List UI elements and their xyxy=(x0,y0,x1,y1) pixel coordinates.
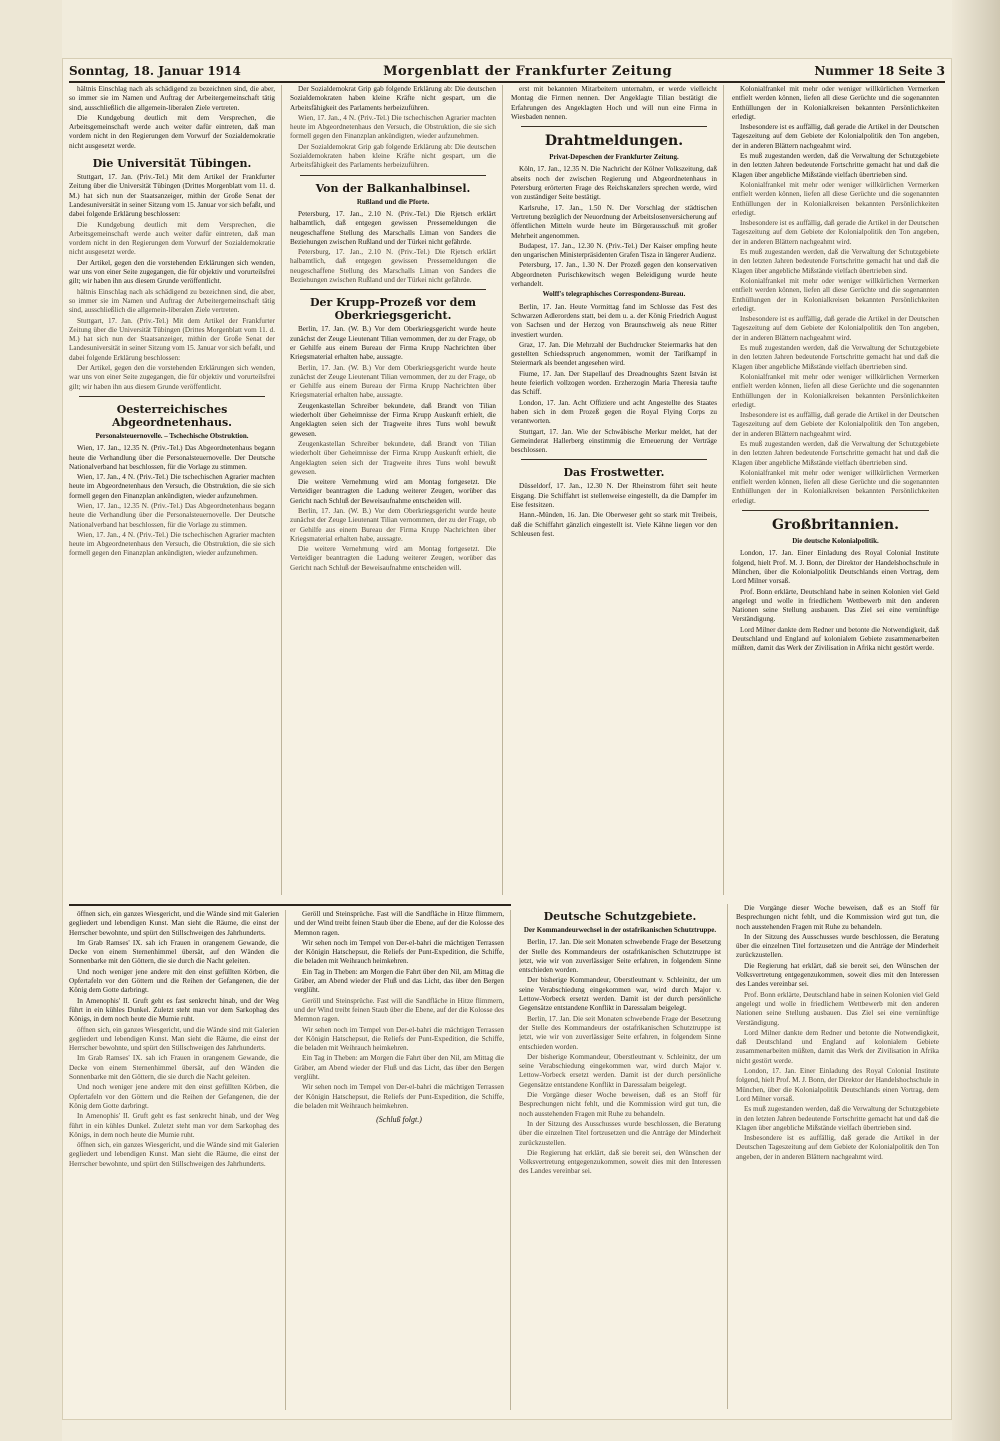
paragraph: Wien, 17. Jan., 12.35 N. (Priv.-Tel.) Das Abgeordnetenhaus begann heute die Verhandlung über die Personalsteuernovelle. Der Deutsche Nationalverband hat beschlossen, für die Vorlage zu stimmen. xyxy=(69,501,275,529)
paragraph: Der Sozialdemokrat Grip gab folgende Erklärung ab: Die deutschen Sozialdemokraten haben kleine Kräfte nicht gespart, um die Arbeitsfähigkeit des Parlaments herbeizuführen. xyxy=(290,142,496,170)
paragraph: Es muß zugestanden werden, daß die Verwaltung der Schutzgebiete in den letzten Jahren bedeutende Fortschritte gemacht hat und daß die Klagen über angebliche Mißstände vielfach übertrieben sind. xyxy=(736,1105,939,1132)
paragraph: Die weitere Vernehmung wird am Montag fortgesetzt. Die Verteidiger beantragten die Ladung weiterer Zeugen, worüber das Gericht nach Schluß der Beweisaufnahme entscheiden will. xyxy=(290,478,496,505)
paragraph: Fiume, 17. Jan. Der Stapellauf des Dreadnoughts Szent István ist heute feierlich vollzogen worden. Erzherzogin Maria Theresia taufte das Schiff. xyxy=(511,369,717,397)
paragraph: Wien, 17. Jan., 4 N. (Priv.-Tel.) Die tschechischen Agrarier machten heute im Abgeordnetenhaus den Versuch, die Obstruktion, die sie sich formell gegen den Finanzplan ankündigten, wieder aufzunehmen. xyxy=(69,530,275,558)
paragraph: London, 17. Jan. Acht Offiziere und acht Angestellte des Staates haben sich in dem Prozeß gegen die Royal Flying Corps zu verantworten. xyxy=(511,398,717,426)
divider xyxy=(521,459,707,460)
paragraph: Kolonialfrankel mit mehr oder weniger willkürlichen Vermerken entfielt werden können, liefen all diese Gerüchte und die sogenannten Enthüllungen der in Kolonialkreisen bekannten Persönlichkeiten erledigt. xyxy=(732,85,939,121)
paragraph: Der bisherige Kommandeur, Oberstleutnant v. Schleinitz, der um seine Verabschiedung eingekommen war, wird durch Major v. Lettow-Vorbeck ersetzt werden. Damit ist der durch persönliche Gegensätze entstandene Konflikt in Daressalam beigelegt. xyxy=(519,1052,721,1089)
paragraph: Ein Tag in Theben: am Morgen die Fahrt über den Nil, am Mittag die Gräber, am Abend wieder der Fluß und das Licht, das über den Bergen verglüht. xyxy=(294,967,504,995)
column-1 xyxy=(69,85,282,895)
paragraph: In der Sitzung des Ausschusses wurde beschlossen, die Beratung über die einzelnen Titel fortzusetzen und die Anträge der Minderheit zurückzustellen. xyxy=(519,1119,721,1147)
masthead xyxy=(69,61,945,83)
paragraph: Berlin, 17. Jan. (W. B.) Vor dem Oberkriegsgericht wurde heute zunächst der Zeuge Lieutenant Tilian vernommen, der zu der Frage, ob er Gehilfe aus einem Bureau der Firma Krupp Nachrichten über Kriegsmaterial erhalten habe, aussagte. xyxy=(290,506,496,543)
paragraph: Wien, 17. Jan., 4 N. (Priv.-Tel.) Die tschechischen Agrarier machten heute im Abgeordnetenhaus den Versuch, die Obstruktion, die sie sich formell gegen den Finanzplan ankündigten, wieder aufzunehmen. xyxy=(290,113,496,141)
paragraph: Insbesondere ist es auffällig, daß gerade die Artikel in der Deutschen Tageszeitung auf dem Gebiete der Kolonialpolitik den Ton angeben, der in anderen Blättern nachgeahmt wird. xyxy=(732,411,939,438)
heading-drahtmeldungen: Drahtmeldungen. xyxy=(544,133,684,150)
paragraph: In Amenophis' II. Gruft geht es fast senkrecht hinab, und der Weg führt in ein kühles Dunkel. Zuletzt steht man vor dem Sarkophag des Königs, in dem noch heute die Mumie ruht. xyxy=(69,1112,279,1139)
subheading-schutzgebiete: Der Kommandeurwechsel in der ostafrikanischen Schutztruppe. xyxy=(523,926,717,934)
masthead-date: Sonntag, 18. Januar 1914 xyxy=(69,64,241,78)
paragraph: Die Kundgebung deutlich mit dem Versprechen, die Arbeitsgemeinschaft werde auch weiter dafür eintreten, daß man vordem nicht in den Regierungen dem Vorwurf der Sozialdemokratie nicht ausgesetzt werde. xyxy=(69,113,275,150)
paragraph: Zeugenkastellan Schreiber bekundete, daß Brandt von Tilian wiederholt über Geheimnisse der Firma Krupp Auskunft erhielt, die Angeklagten seien sich der Tragweite ihres Tuns wohl bewußt gewesen. xyxy=(290,401,496,438)
heading-balkan: Von der Balkanhalbinsel. xyxy=(315,181,471,195)
paragraph: Karlsruhe, 17. Jan., 1.50 N. Der Vorschlag der städtischen Vertretung bezüglich der Neuordnung der Arbeitslosenversicherung auf öffentlichen Mitteln wurde heute im Bürgerausschuß mit großer Mehrheit angenommen. xyxy=(511,203,717,240)
paragraph: Stuttgart, 17. Jan. Wie der Schwäbische Merkur meldet, hat der Gemeinderat Hallerberg einstimmig die Erneuerung der Verträge beschlossen. xyxy=(511,427,717,455)
paragraph: Insbesondere ist es auffällig, daß gerade die Artikel in der Deutschen Tageszeitung auf dem Gebiete der Kolonialpolitik den Ton angeben, der in anderen Blättern nachgeahmt wird. xyxy=(732,123,939,150)
paragraph: öffnen sich, ein ganzes Wiesgericht, und die Wände sind mit Galerien gegliedert und lebendigen Kunst. Man sieht die Räume, die einst der Herrscher bewohnte, und spürt den Stillschweigen des Jahrhunderts. xyxy=(69,1025,279,1053)
column-3 xyxy=(511,85,724,895)
heading-krupp: Der Krupp-Prozeß vor dem Oberkriegsgericht. xyxy=(310,296,476,323)
paragraph: Der bisherige Kommandeur, Oberstleutnant v. Schleinitz, der um seine Verabschiedung eingekommen war, wird durch Major v. Lettow-Vorbeck ersetzt werden. Damit ist der durch persönliche Gegensätze entstandene Konflikt in Daressalam beigelegt. xyxy=(519,976,721,1013)
paragraph: Der Sozialdemokrat Grip gab folgende Erklärung ab: Die deutschen Sozialdemokraten haben kleine Kräfte nicht gespart, um die Arbeitsfähigkeit des Parlaments herbeizuführen. xyxy=(290,85,496,112)
paragraph: Lord Milner dankte dem Redner und betonte die Notwendigkeit, daß Deutschland und England auf kolonialem Gebiete zusammenarbeiten müßten, damit das Werk der Zivilisation in Afrika nicht gestört werde. xyxy=(732,625,939,653)
page-binding xyxy=(952,0,1000,1441)
paragraph: Kolonialfrankel mit mehr oder weniger willkürlichen Vermerken entfielt werden können, liefen all diese Gerüchte und die sogenannten Enthüllungen der in Kolonialkreisen bekannten Persönlichkeiten erledigt. xyxy=(732,180,939,217)
paragraph: Wir sehen noch im Tempel von Der-el-bahri die mächtigen Terrassen der Königin Hatschepsut, die Reliefs der Punt-Expedition, die Schiffe, die beladen mit Weihrauch heimkehren. xyxy=(294,1025,504,1053)
paragraph: Berlin, 17. Jan. (W. B.) Vor dem Oberkriegsgericht wurde heute zunächst der Zeuge Lieutenant Tilian vernommen, der zu der Frage, ob er Gehilfe aus einem Bureau der Firma Krupp Nachrichten über Kriegsmaterial erhalten habe, aussagte. xyxy=(290,363,496,400)
subheading-balkan: Rußland und die Pforte. xyxy=(356,197,430,206)
masthead-title: Morgenblatt der Frankfurter Zeitung xyxy=(383,63,673,79)
paragraph: Im Grab Ramses' IX. sah ich Frauen in orangenem Gewande, die Decke von einem Sternenhimmel übersät, auf den Wänden die Sonnenbarke mit den Göttern, die sie durch die Nacht geleiten. xyxy=(69,1054,279,1082)
paragraph: Petersburg, 17. Jan., 2.10 N. (Priv.-Tel.) Die Rjetsch erklärt halbamtlich, daß entgegen gewissen Pressemeldungen die neugeschaffene Stellung des Marschalls Liman von Sanders die Beziehungen zwischen Rußland und der Türkei nicht gefährde. xyxy=(290,248,496,285)
divider xyxy=(300,175,486,176)
lower-right-section xyxy=(519,904,945,1409)
heading-frostwetter: Das Frostwetter. xyxy=(563,466,665,480)
paragraph: Graz, 17. Jan. Die Mehrzahl der Buchdrucker Steiermarks hat den gestellten Schiedsspruch angenommen, womit der Tarifkampf in Steiermark als beendet angesehen wird. xyxy=(511,340,717,368)
column-2 xyxy=(290,85,503,895)
paragraph: Geröll und Steinsprüche. Fast will die Sandfläche in Hitze flimmern, und der Wind treibt feinen Staub über die Ebene, auf der die Kolosse des Memnon ragen. xyxy=(294,910,504,937)
column-4 xyxy=(732,85,945,895)
heading-schutzgebiete: Deutsche Schutzgebiete. xyxy=(543,910,697,923)
paragraph: Die weitere Vernehmung wird am Montag fortgesetzt. Die Verteidiger beantragten die Ladung weiterer Zeugen, worüber das Gericht nach Schluß der Beweisaufnahme entscheiden will. xyxy=(290,545,496,572)
paragraph: Berlin, 17. Jan. (W. B.) Vor dem Oberkriegsgericht wurde heute zunächst der Zeuge Lieutenant Tilian vernommen, der zu der Frage, ob er Gehilfe aus einem Bureau der Firma Krupp Nachrichten über Kriegsmaterial erhalten habe, aussagte. xyxy=(290,325,496,362)
paragraph: Petersburg, 17. Jan., 2.10 N. (Priv.-Tel.) Die Rjetsch erklärt halbamtlich, daß entgegen gewissen Pressemeldungen die neugeschaffene Stellung des Marschalls Liman von Sanders die Beziehungen zwischen Rußland und der Türkei nicht gefährde. xyxy=(290,209,496,246)
paragraph: London, 17. Jan. Einer Einladung des Royal Colonial Institute folgend, hielt Prof. M. J. Bonn, der Direktor der Handelshochschule in München, über die Kolonialpolitik Deutschlands einen Vortrag, dem Lord Milner vorsaß. xyxy=(736,1067,940,1103)
paragraph: Berlin, 17. Jan. Heute Vormittag fand im Schlosse das Fest des Schwarzen Adlerordens statt, bei dem u. a. der König Friedrich August von Sachsen und der Herzog von Braunschweig als neue Ritter investiert wurden. xyxy=(511,302,717,339)
subheading-wolff: Wolff's telegraphisches Correspondenz-Bureau. xyxy=(542,290,686,299)
divider xyxy=(79,396,265,397)
paragraph: Stuttgart, 17. Jan. (Priv.-Tel.) Mit dem Artikel der Frankfurter Zeitung über die Universität Tübingen (Drittes Morgenblatt vom 11. d. M.) hat sich nun der Staatsanzeiger, mithin der Große Senat der Landesuniversität in seiner Sitzung vom 15. Januar vor sich befaßt, und dabei folgende Erklärung beschlossen: xyxy=(69,173,275,219)
paragraph: Die Regierung hat erklärt, daß sie bereit sei, den Wünschen der Volksvertretung entgegenzukommen, soweit dies mit den Interessen des Landes vereinbar sei. xyxy=(519,1148,721,1176)
paragraph: Und noch weniger jene andere mit den einst gefüllten Körben, die Opfertafeln vor den Göttern und die Reihen der Gefangenen, die der König dem Gotte darbringt. xyxy=(69,1083,279,1110)
paragraph: hältnis Einschlag nach als schädigend zu bezeichnen sind, die aber, so immer sie im Namen und Auftrag der Arbeitergemeinschaft tätig sind, ausschließlich die allgemein-liberalen Ziele vertreten. xyxy=(69,287,275,315)
lower-column-3 xyxy=(519,904,728,1409)
divider xyxy=(300,289,486,290)
paragraph: Hann.-Münden, 16. Jan. Die Oberweser geht so stark mit Treibeis, daß die Schiffahrt gänzlich eingestellt ist. Viele Kähne liegen vor den Schleusen fest. xyxy=(511,511,717,538)
paragraph: Es muß zugestanden werden, daß die Verwaltung der Schutzgebiete in den letzten Jahren bedeutende Fortschritte gemacht hat und daß die Klagen über angebliche Mißstände vielfach übertrieben sind. xyxy=(732,344,939,371)
paragraph: Wir sehen noch im Tempel von Der-el-bahri die mächtigen Terrassen der Königin Hatschepsut, die Reliefs der Punt-Expedition, die Schiffe, die beladen mit Weihrauch heimkehren. xyxy=(294,1083,504,1110)
paragraph: Wien, 17. Jan., 4 N. (Priv.-Tel.) Die tschechischen Agrarier machten heute im Abgeordnetenhaus den Versuch, die Obstruktion, die sie sich formell gegen den Finanzplan ankündigten, wieder aufzunehmen. xyxy=(69,473,275,500)
feuilleton-column-1 xyxy=(69,910,286,1410)
heading-grossbritannien: Großbritannien. xyxy=(772,517,899,534)
paragraph: Kolonialfrankel mit mehr oder weniger willkürlichen Vermerken entfielt werden können, liefen all diese Gerüchte und die sogenannten Enthüllungen der in Kolonialkreisen bekannten Persönlichkeiten erledigt. xyxy=(732,372,939,409)
left-margin xyxy=(0,0,62,1441)
paragraph: Insbesondere ist es auffällig, daß gerade die Artikel in der Deutschen Tageszeitung auf dem Gebiete der Kolonialpolitik den Ton angeben, der in anderen Blättern nachgeahmt wird. xyxy=(732,315,939,342)
upper-columns xyxy=(69,85,945,895)
paragraph: Ein Tag in Theben: am Morgen die Fahrt über den Nil, am Mittag die Gräber, am Abend wieder der Fluß und das Licht, das über den Bergen verglüht. xyxy=(294,1054,504,1082)
divider xyxy=(521,126,707,127)
paragraph: Der Artikel, gegen den die vorstehenden Erklärungen sich wenden, war uns von einer Seite zugegangen, die für objektiv und vorurteilsfrei gilt; wir haben ihn aus diesem Grunde veröffentlicht. xyxy=(69,364,275,391)
paragraph: Und noch weniger jene andere mit den einst gefüllten Körben, die Opfertafeln vor den Göttern und die Reihen der Gefangenen, die der König dem Gotte darbringt. xyxy=(69,967,279,995)
subheading-gb: Die deutsche Kolonialpolitik. xyxy=(792,537,879,546)
paragraph: Geröll und Steinsprüche. Fast will die Sandfläche in Hitze flimmern, und der Wind treibt feinen Staub über die Ebene, auf der die Kolosse des Memnon ragen. xyxy=(294,996,504,1024)
subheading-privat: Privat-Depeschen der Frankfurter Zeitung. xyxy=(549,153,679,162)
paragraph: Die Regierung hat erklärt, daß sie bereit sei, den Wünschen der Volksvertretung entgegenzukommen, soweit dies mit den Interessen des Landes vereinbar sei. xyxy=(736,961,939,989)
paragraph: öffnen sich, ein ganzes Wiesgericht, und die Wände sind mit Galerien gegliedert und lebendigen Kunst. Man sieht die Räume, die einst der Herrscher bewohnte, und spürt den Stillschweigen des Jahrhunderts. xyxy=(69,1141,279,1168)
newspaper-page xyxy=(62,58,952,1420)
paragraph: Prof. Bonn erklärte, Deutschland habe in seinen Kolonien viel Geld angelegt und wolle in friedlichem Wettbewerb mit den anderen Nationen seine Stellung ausbauen. Das Ziel sei eine vernünftige Verständigung. xyxy=(732,587,939,624)
paragraph: Es muß zugestanden werden, daß die Verwaltung der Schutzgebiete in den letzten Jahren bedeutende Fortschritte gemacht hat und daß die Klagen über angebliche Mißstände vielfach übertrieben sind. xyxy=(732,248,939,275)
paragraph: Der Artikel, gegen den die vorstehenden Erklärungen sich wenden, war uns von einer Seite zugegangen, die für objektiv und vorurteilsfrei gilt; wir haben ihn aus diesem Grunde veröffentlicht. xyxy=(69,258,275,286)
subheading-austria: Personalsteuernovelle. – Tschechische Obstruktion. xyxy=(95,431,249,440)
paragraph: Insbesondere ist es auffällig, daß gerade die Artikel in der Deutschen Tageszeitung auf dem Gebiete der Kolonialpolitik den Ton angeben, der in anderen Blättern nachgeahmt wird. xyxy=(736,1134,939,1161)
paragraph: Prof. Bonn erklärte, Deutschland habe in seinen Kolonien viel Geld angelegt und wolle in friedlichem Wettbewerb mit den anderen Nationen seine Stellung ausbauen. Das Ziel sei eine vernünftige Verständigung. xyxy=(736,990,939,1027)
paragraph: Die Vorgänge dieser Woche beweisen, daß es an Stoff für Besprechungen nicht fehlt, und die Kommission wird gut tun, die noch ausstehenden Fragen mit Ruhe zu behandeln. xyxy=(519,1091,721,1118)
paragraph: Petersburg, 17. Jan., 1.30 N. Der Prozeß gegen den konservativen Abgeordneten Purischkewitsch wegen Beleidigung wurde heute verhandelt. xyxy=(511,261,717,289)
divider xyxy=(742,510,929,511)
paragraph: öffnen sich, ein ganzes Wiesgericht, und die Wände sind mit Galerien gegliedert und lebendigen Kunst. Man sieht die Räume, die einst der Herrscher bewohnte, und spürt den Stillschweigen des Jahrhunderts. xyxy=(69,910,279,937)
paragraph: In der Sitzung des Ausschusses wurde beschlossen, die Beratung über die einzelnen Titel fortzusetzen und die Anträge der Minderheit zurückzustellen. xyxy=(736,932,939,960)
paragraph: Die Kundgebung deutlich mit dem Versprechen, die Arbeitsgemeinschaft werde auch weiter dafür eintreten, daß man vordem nicht in den Regierungen dem Vorwurf der Sozialdemokratie nicht ausgesetzt werde. xyxy=(69,220,275,257)
paragraph: Lord Milner dankte dem Redner und betonte die Notwendigkeit, daß Deutschland und England auf kolonialem Gebiete zusammenarbeiten müßten, damit das Werk der Zivilisation in Afrika nicht gestört werde. xyxy=(736,1028,939,1065)
paragraph: Es muß zugestanden werden, daß die Verwaltung der Schutzgebiete in den letzten Jahren bedeutende Fortschritte gemacht hat und daß die Klagen über angebliche Mißstände vielfach übertrieben sind. xyxy=(732,152,939,179)
paragraph: Im Grab Ramses' IX. sah ich Frauen in orangenem Gewande, die Decke von einem Sternenhimmel übersät, auf den Wänden die Sonnenbarke mit den Göttern, die sie durch die Nacht geleiten. xyxy=(69,938,279,966)
heading-austria: Oesterreichisches Abgeordnetenhaus. xyxy=(112,402,232,429)
paragraph: Kolonialfrankel mit mehr oder weniger willkürlichen Vermerken entfielt werden können, liefen all diese Gerüchte und die sogenannten Enthüllungen der in Kolonialkreisen bekannten Persönlichkeiten erledigt. xyxy=(732,468,939,505)
feuilleton-column-2 xyxy=(294,910,511,1410)
paragraph: Berlin, 17. Jan. Die seit Monaten schwebende Frage der Besetzung der Stelle des Kommandeurs der ostafrikanischen Schutztruppe ist jetzt, wie wir von zuverlässiger Seite erfahren, in folgendem Sinne entschieden worden. xyxy=(519,938,721,975)
paragraph: Berlin, 17. Jan. Die seit Monaten schwebende Frage der Besetzung der Stelle des Kommandeurs der ostafrikanischen Schutztruppe ist jetzt, wie wir von zuverlässiger Seite erfahren, in folgendem Sinne entschieden worden. xyxy=(519,1014,721,1051)
paragraph: London, 17. Jan. Einer Einladung des Royal Colonial Institute folgend, hielt Prof. M. J. Bonn, der Direktor der Handelshochschule in München, über die Kolonialpolitik Deutschlands einen Vortrag, dem Lord Milner vorsaß. xyxy=(732,549,939,586)
paragraph: Kolonialfrankel mit mehr oder weniger willkürlichen Vermerken entfielt werden können, liefen all diese Gerüchte und die sogenannten Enthüllungen der in Kolonialkreisen bekannten Persönlichkeiten erledigt. xyxy=(732,276,939,313)
feuilleton-section xyxy=(69,904,511,1410)
masthead-page: Nummer 18 Seite 3 xyxy=(814,64,945,78)
paragraph: Wir sehen noch im Tempel von Der-el-bahri die mächtigen Terrassen der Königin Hatschepsut, die Reliefs der Punt-Expedition, die Schiffe, die beladen mit Weihrauch heimkehren. xyxy=(294,938,504,966)
paragraph: Insbesondere ist es auffällig, daß gerade die Artikel in der Deutschen Tageszeitung auf dem Gebiete der Kolonialpolitik den Ton angeben, der in anderen Blättern nachgeahmt wird. xyxy=(732,219,939,246)
paragraph: Köln, 17. Jan., 12.35 N. Die Nachricht der Kölner Volkszeitung, daß abseits noch der zwischen Regierung und Abgeordnetenhaus in Petersburg erörterten Frage des Reichskanzlers sprechen werde, wird von zuständiger Seite bestätigt. xyxy=(511,165,717,202)
paragraph: Budapest, 17. Jan., 12.30 N. (Priv.-Tel.) Der Kaiser empfing heute den ungarischen Ministerpräsidenten Grafen Tisza in längerer Audienz. xyxy=(511,241,717,260)
paragraph: erst mit bekannten Mitarbeitern unternahm, er werde vielleicht Montag die Firmen nennen. Der Angeklagte Tilian bestätigt die Erfahrungen des Angeklagten Hoch und will nun eine Firma in Wiesbaden nennen. xyxy=(511,85,717,121)
heading-tuebingen: Die Universität Tübingen. xyxy=(92,157,252,171)
paragraph: Stuttgart, 17. Jan. (Priv.-Tel.) Mit dem Artikel der Frankfurter Zeitung über die Universität Tübingen (Drittes Morgenblatt vom 11. d. M.) hat sich nun der Staatsanzeiger, mithin der Große Senat der Landesuniversität in seiner Sitzung vom 15. Januar vor sich befaßt, und dabei folgende Erklärung beschlossen: xyxy=(69,316,275,362)
paragraph: In Amenophis' II. Gruft geht es fast senkrecht hinab, und der Weg führt in ein kühles Dunkel. Zuletzt steht man vor dem Sarkophag des Königs, in dem noch heute die Mumie ruht. xyxy=(69,996,279,1024)
paragraph: Wien, 17. Jan., 12.35 N. (Priv.-Tel.) Das Abgeordnetenhaus begann heute die Verhandlung über die Personalsteuernovelle. Der Deutsche Nationalverband hat beschlossen, für die Vorlage zu stimmen. xyxy=(69,444,275,471)
continued-note: (Schluß folgt.) xyxy=(376,1115,422,1125)
paragraph: hältnis Einschlag nach als schädigend zu bezeichnen sind, die aber, so immer sie im Namen und Auftrag der Arbeitergemeinschaft tätig sind, ausschließlich die allgemein-liberalen Ziele vertreten. xyxy=(69,85,275,112)
paragraph: Es muß zugestanden werden, daß die Verwaltung der Schutzgebiete in den letzten Jahren bedeutende Fortschritte gemacht hat und daß die Klagen über angebliche Mißstände vielfach übertrieben sind. xyxy=(732,439,939,467)
lower-column-4 xyxy=(736,904,945,1409)
paragraph: Düsseldorf, 17. Jan., 12.30 N. Der Rheinstrom führt seit heute Eisgang. Die Schiffahrt ist stellenweise eingestellt, da die Dampfer im Eise festsitzen. xyxy=(511,482,717,509)
paragraph: Die Vorgänge dieser Woche beweisen, daß es an Stoff für Besprechungen nicht fehlt, und die Kommission wird gut tun, die noch ausstehenden Fragen mit Ruhe zu behandeln. xyxy=(736,904,939,931)
paragraph: Zeugenkastellan Schreiber bekundete, daß Brandt von Tilian wiederholt über Geheimnisse der Firma Krupp Auskunft erhielt, die Angeklagten seien sich der Tragweite ihres Tuns wohl bewußt gewesen. xyxy=(290,439,496,476)
